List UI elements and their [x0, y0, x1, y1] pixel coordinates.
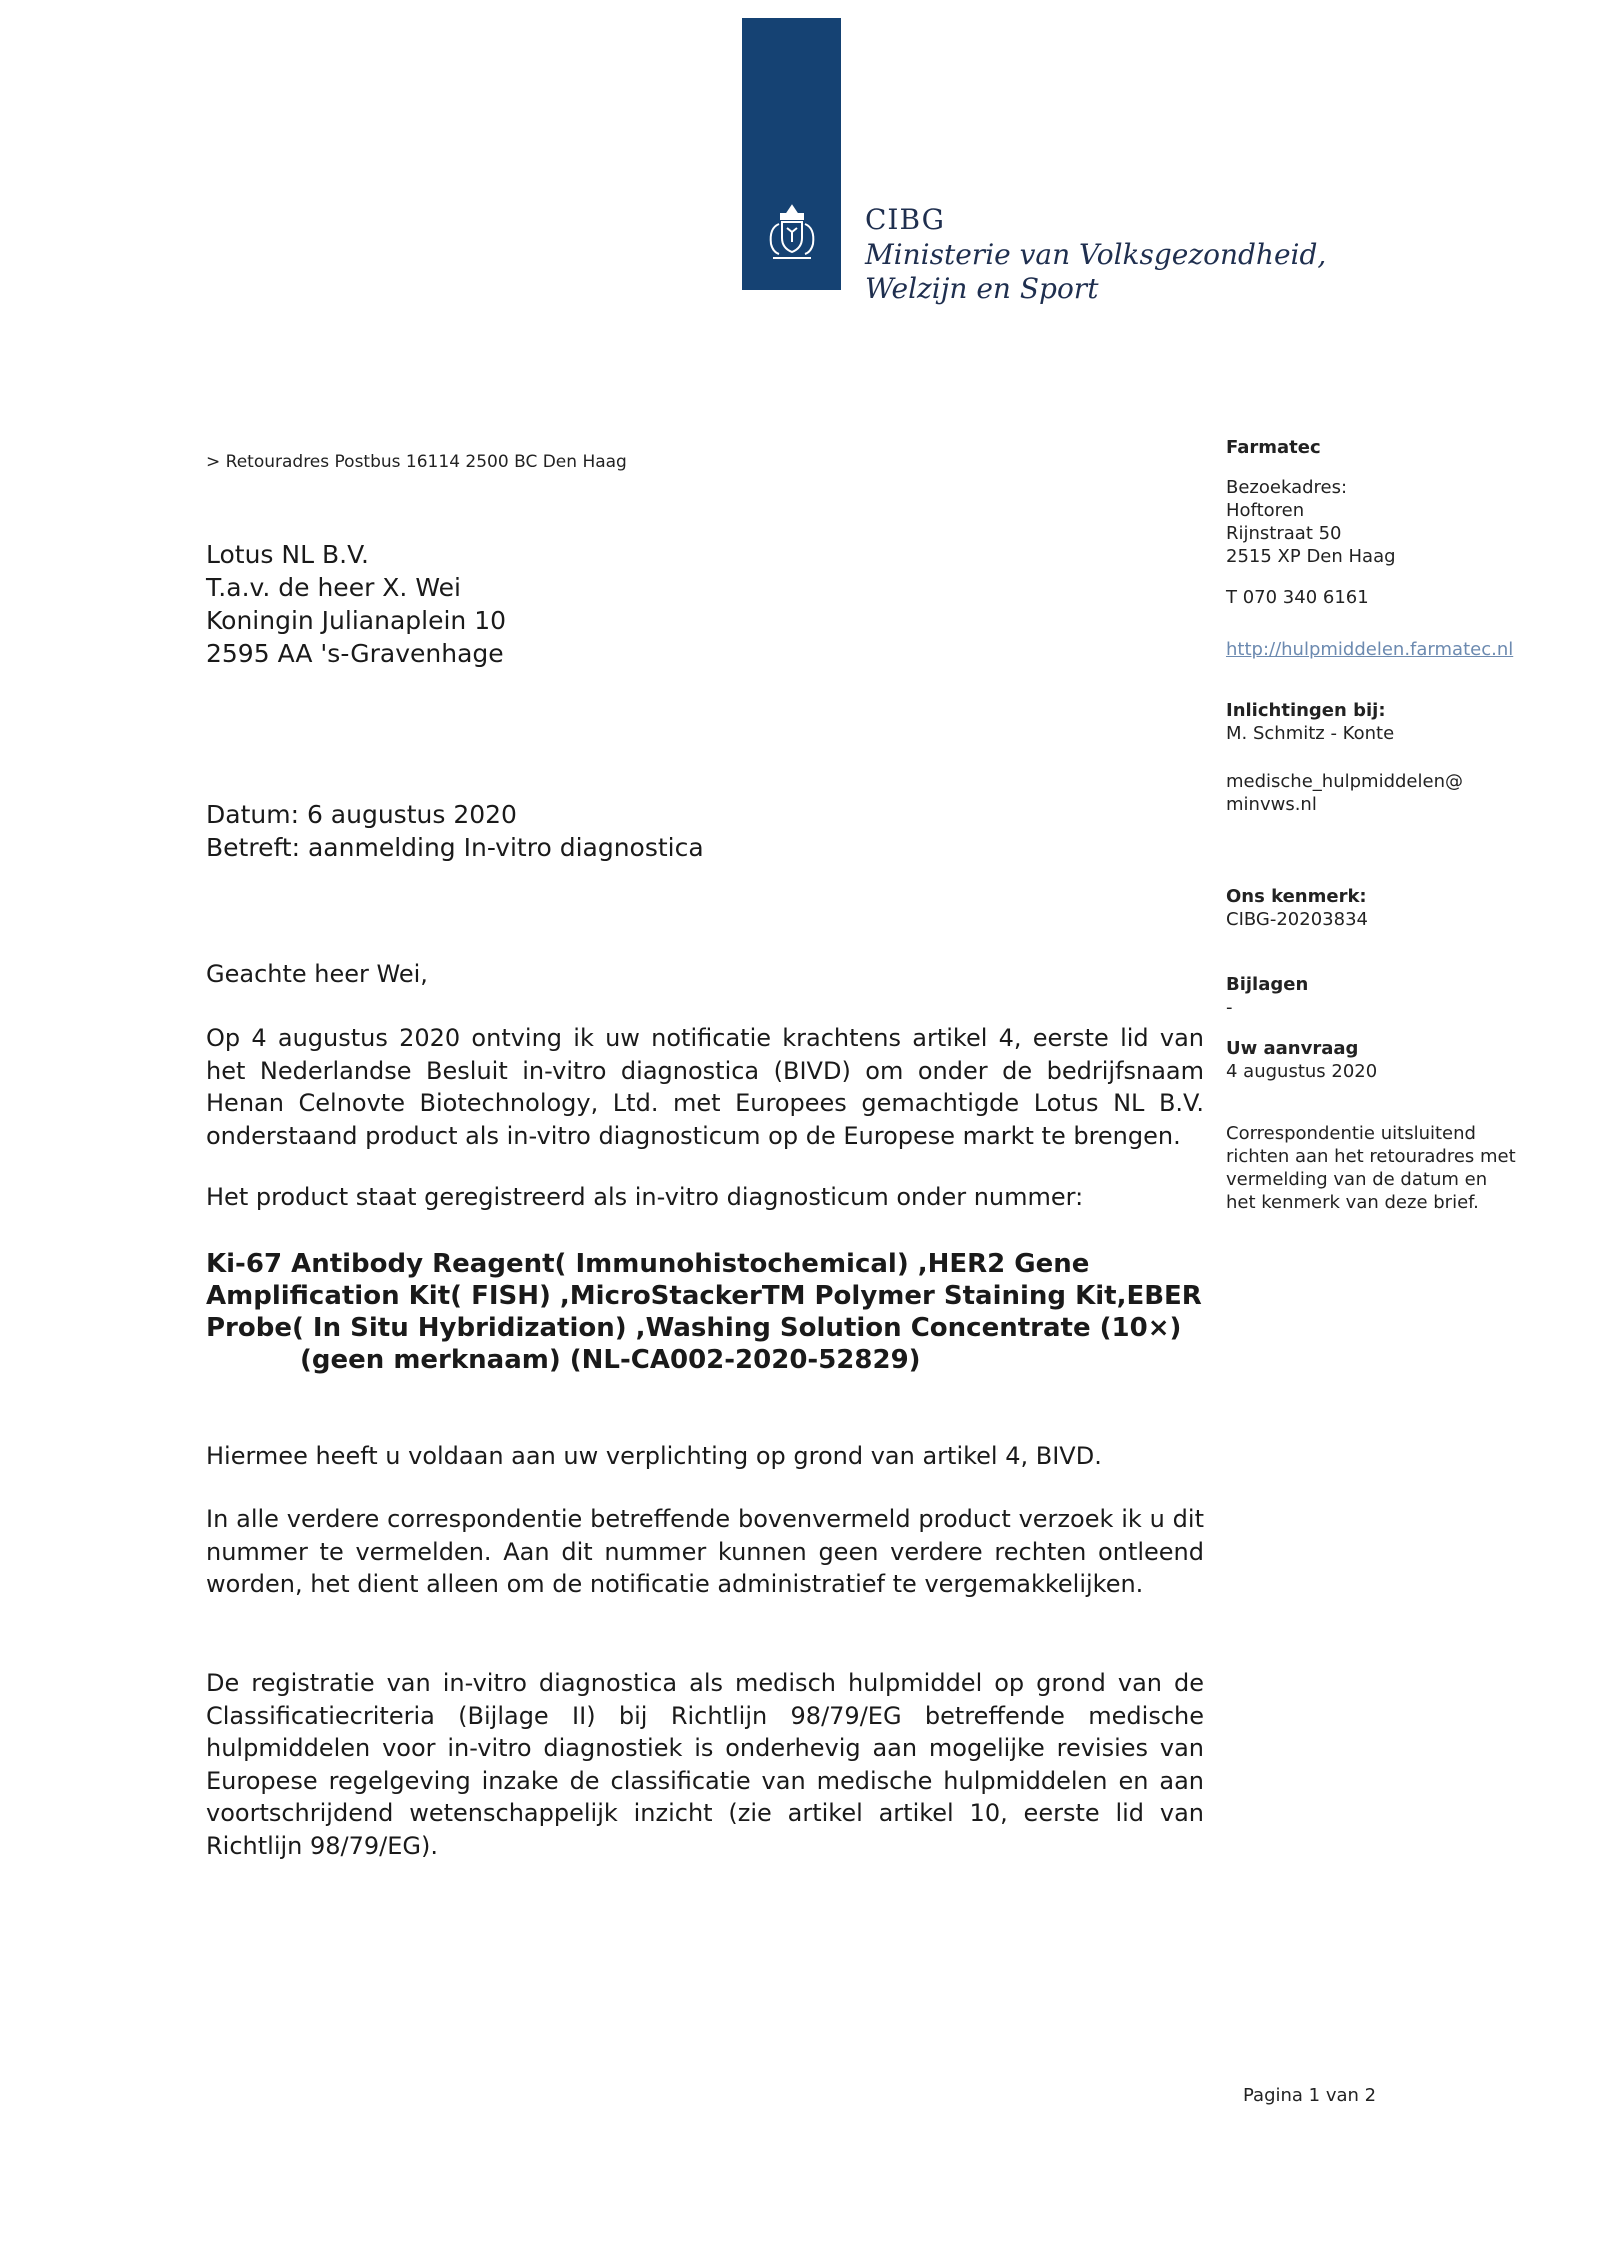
salutation: Geachte heer Wei, — [206, 960, 428, 988]
letter-subject: Betreft: aanmelding In-vitro diagnostica — [206, 833, 704, 862]
coat-of-arms-icon — [742, 198, 841, 272]
product-line: Amplification Kit( FISH) ,MicroStackerTM Polymer Staining Kit,EBER — [206, 1281, 1202, 1311]
paragraph-classification: De registratie van in-vitro diagnostica als medisch hulpmiddel op grond van de Classificatiecriteria (Bijlage II) bij Richtlijn 98/79/EG betreffende medische hulpmiddelen voor in-vitro diagnostiek is onderhevig aan mogelijke revisies van Europese regelgeving inzake de classificatie van medische hulpmiddelen en aan voortschrijdend wetenschappelijk inzicht (zie artikel artikel 10, eerste lid van Richtlijn 98/79/EG). — [206, 1669, 1204, 1860]
sidebar-department — [1226, 436, 1526, 459]
contact-label: Inlichtingen bij: — [1226, 700, 1386, 721]
sidebar-website-link[interactable] — [1226, 638, 1526, 661]
addressee-block — [206, 538, 506, 670]
paragraph-correspondence: In alle verdere correspondentie betreffende bovenvermeld product verzoek ik u dit nummer te vermelden. Aan dit nummer kunnen geen verdere rechten ontleend worden, het dient alleen om de notificatie administratief te vergemakkelijken. — [206, 1505, 1204, 1598]
letter-meta — [206, 798, 704, 864]
visit-address-line: Rijnstraat 50 — [1226, 523, 1342, 544]
sidebar-visit-address — [1226, 476, 1526, 568]
paragraph-registration: Het product staat geregistreerd als in-vitro diagnosticum onder nummer: — [206, 1183, 1084, 1211]
paragraph-obligation: Hiermee heeft u voldaan aan uw verplichting op grond van artikel 4, BIVD. — [206, 1442, 1102, 1470]
note-line: vermelding van de datum en — [1226, 1169, 1488, 1190]
reference-value: CIBG-20203834 — [1226, 909, 1368, 930]
attachments-label: Bijlagen — [1226, 974, 1309, 995]
ministry-name-line1: Ministerie van Volksgezondheid, — [865, 238, 1327, 271]
page-number: Pagina 1 van 2 — [1243, 2085, 1377, 2106]
addressee-city: 2595 AA 's-Gravenhage — [206, 639, 504, 668]
product-line: Probe( In Situ Hybridization) ,Washing Solution Concentrate (10×) — [206, 1313, 1182, 1343]
ministry-name-line2: Welzijn en Sport — [865, 272, 1099, 305]
note-line: het kenmerk van deze brief. — [1226, 1192, 1479, 1213]
letter-date: Datum: 6 augustus 2020 — [206, 800, 517, 829]
note-line: richten aan het retouradres met — [1226, 1146, 1516, 1167]
request-label: Uw aanvraag — [1226, 1038, 1359, 1059]
sidebar-correspondence-note — [1226, 1122, 1526, 1214]
product-registration-number: (geen merknaam) (NL-CA002-2020-52829) — [300, 1345, 921, 1375]
website-link[interactable]: http://hulpmiddelen.farmatec.nl — [1226, 639, 1514, 660]
email-line[interactable]: minvws.nl — [1226, 794, 1317, 815]
ministry-logo-text — [865, 202, 1326, 306]
product-registration-block — [206, 1248, 1202, 1376]
request-date: 4 augustus 2020 — [1226, 1061, 1378, 1082]
org-name: CIBG — [865, 203, 945, 236]
return-address: > Retouradres Postbus 16114 2500 BC Den Haag — [206, 452, 627, 472]
sidebar-reference — [1226, 885, 1526, 931]
visit-address-line: 2515 XP Den Haag — [1226, 546, 1396, 567]
department-name: Farmatec — [1226, 437, 1321, 458]
sidebar-contact — [1226, 699, 1526, 745]
sidebar-phone: T 070 340 6161 — [1226, 587, 1369, 608]
sidebar-request — [1226, 1037, 1526, 1083]
paragraph-notification: Op 4 augustus 2020 ontving ik uw notificatie krachtens artikel 4, eerste lid van het Nederlandse Besluit in-vitro diagnostica (BIVD) om onder de bedrijfsnaam Henan Celnovte Biotechnology, Ltd. met Europees gemachtigde Lotus NL B.V. onderstaand product als in-vitro diagnosticum op de Europese markt te brengen. — [206, 1024, 1204, 1150]
ministry-logo-bar — [742, 18, 841, 290]
sidebar-attachments — [1226, 973, 1526, 1019]
sidebar-email[interactable] — [1226, 770, 1526, 816]
reference-label: Ons kenmerk: — [1226, 886, 1367, 907]
note-line: Correspondentie uitsluitend — [1226, 1123, 1476, 1144]
attachments-value: - — [1226, 997, 1233, 1018]
addressee-street: Koningin Julianaplein 10 — [206, 606, 507, 635]
addressee-name: Lotus NL B.V. — [206, 540, 369, 569]
contact-name: M. Schmitz - Konte — [1226, 723, 1395, 744]
product-line: Ki-67 Antibody Reagent( Immunohistochemical) ,HER2 Gene — [206, 1249, 1090, 1279]
visit-address-line: Hoftoren — [1226, 500, 1305, 521]
email-line[interactable]: medische_hulpmiddelen@ — [1226, 771, 1463, 792]
addressee-attention: T.a.v. de heer X. Wei — [206, 573, 461, 602]
visit-address-label: Bezoekadres: — [1226, 477, 1348, 498]
